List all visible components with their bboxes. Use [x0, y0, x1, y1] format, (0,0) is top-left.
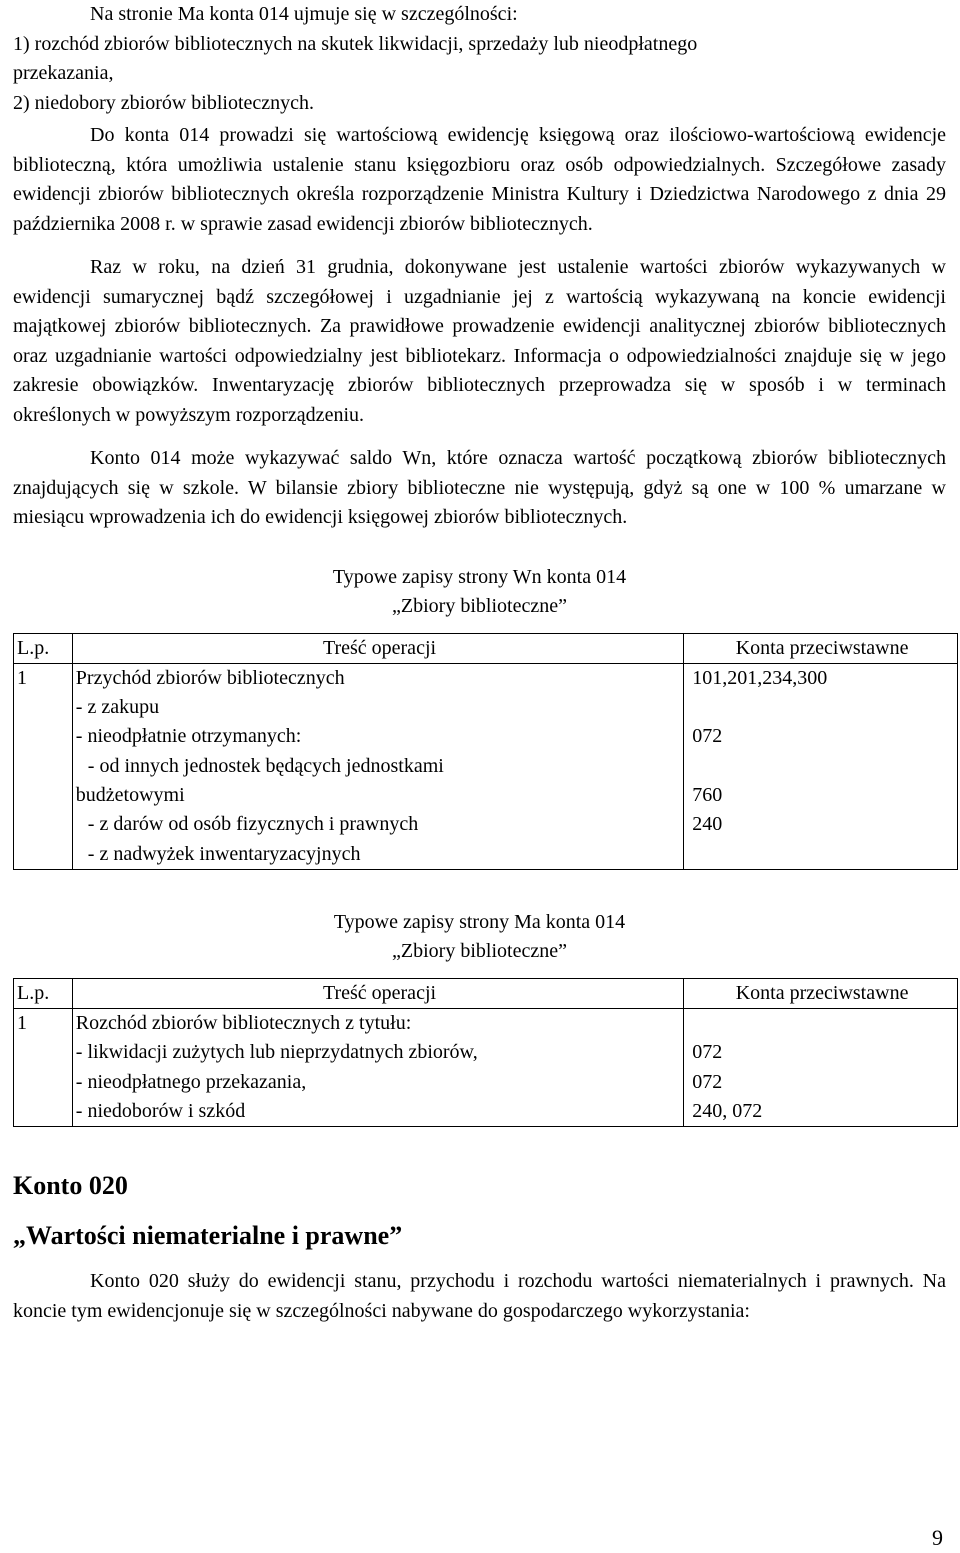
section-heading: Konto 020	[13, 1171, 128, 1201]
op-line: - od innych jednostek będących jednostkami	[87, 754, 444, 777]
op-line: - nieodpłatnie otrzymanych:	[75, 725, 302, 748]
table-ma-title	[13, 908, 946, 967]
header-operation: Treść operacji	[72, 978, 683, 1008]
row-operations	[72, 1009, 683, 1127]
row-accounts	[684, 1009, 958, 1127]
table-row	[14, 663, 958, 869]
op-line: - niedoborów i szkód	[75, 1100, 246, 1123]
row-lp: 1	[14, 663, 73, 869]
paragraph-konto-020: Konto 020 służy do ewidencji stanu, przychodu i rozchodu wartości niematerialnych i prawnych. Na koncie tym ewidencjonuje się w szczególności nabywane do gospodarczego wykorzystania:	[13, 1270, 946, 1322]
row-accounts	[684, 663, 958, 869]
table-wn-title-line1: Typowe zapisy strony Wn konta 014	[332, 565, 627, 588]
header-lp: L.p.	[14, 978, 73, 1008]
table-row	[14, 1009, 958, 1127]
account-line: 240, 072	[692, 1100, 763, 1123]
table-ma	[13, 978, 958, 1127]
account-line: 072	[692, 725, 723, 748]
header-accounts: Konta przeciwstawne	[684, 633, 958, 663]
account-line	[692, 752, 957, 781]
op-line: - nieodpłatnego przekazania,	[75, 1070, 307, 1093]
table-header-row	[14, 978, 958, 1008]
account-line: 240	[692, 813, 723, 836]
section-subheading: „Wartości niematerialne i prawne”	[13, 1221, 403, 1251]
row-operations	[72, 663, 683, 869]
intro-heading: Na stronie Ma konta 014 ujmuje się w szczególności:	[90, 3, 518, 25]
paragraph-annual-valuation: Raz w roku, na dzień 31 grudnia, dokonywane jest ustalenie wartości zbiorów wykazywanych w ewidencji sumarycznej bądź szczegółowej i uzgadnianie jej z wartością wykazywaną na koncie ewidencji majątkowej zbiorów bibliotecznych. Za prawidłowe prowadzenie ewidencji analitycznej zbiorów bibliotecznych oraz uzgadnianie wartości odpowiedzialny jest bibliotekarz. Informacja o odpowiedzialności znajduje się w jego zakresie obowiązków. Inwentaryzację zbiorów bibliotecznych przeprowadza się w sposób i w terminach określonych w powyższym rozporządzeniu.	[13, 256, 946, 426]
table-wn-title	[13, 563, 946, 622]
header-operation: Treść operacji	[72, 633, 683, 663]
paragraph-balance: Konto 014 może wykazywać saldo Wn, które oznacza wartość początkową zbiorów bibliotecznych znajdujących się w szkole. W bilansie zbiory biblioteczne nie występują, gdyż są one w 100 % umarzane w miesiącu wprowadzenia ich do ewidencji księgowej zbiorów bibliotecznych.	[13, 447, 946, 528]
op-line: Przychód zbiorów bibliotecznych	[75, 666, 345, 689]
table-wn	[13, 633, 958, 870]
page-number: 9	[932, 1525, 943, 1550]
table-header-row	[14, 633, 958, 663]
op-line: budżetowymi	[75, 783, 185, 806]
intro-item-1: 1) rozchód zbiorów bibliotecznych na skutek likwidacji, sprzedaży lub nieodpłatnego	[13, 32, 698, 55]
account-line	[692, 1009, 957, 1038]
intro-item-1-cont: przekazania,	[13, 62, 114, 84]
op-line: - likwidacji zużytych lub nieprzydatnych zbiorów,	[75, 1041, 478, 1064]
intro-item-2: 2) niedobory zbiorów bibliotecznych.	[13, 91, 315, 114]
header-lp: L.p.	[14, 633, 73, 663]
table-wn-title-line2: „Zbiory biblioteczne”	[392, 595, 567, 617]
account-line	[692, 693, 957, 722]
op-line: - z zakupu	[75, 696, 160, 719]
account-line: 101,201,234,300	[692, 666, 828, 689]
account-line: 072	[692, 1070, 723, 1093]
account-line: 760	[692, 783, 723, 806]
header-accounts: Konta przeciwstawne	[684, 978, 958, 1008]
table-ma-title-line2: „Zbiory biblioteczne”	[392, 940, 567, 963]
row-lp: 1	[14, 1009, 73, 1127]
account-line: 072	[692, 1041, 723, 1064]
op-line: - z darów od osób fizycznych i prawnych	[87, 813, 419, 836]
op-line: - z nadwyżek inwentaryzacyjnych	[87, 842, 361, 865]
op-line: Rozchód zbiorów bibliotecznych z tytułu:	[75, 1012, 412, 1035]
paragraph-account-014-records: Do konta 014 prowadzi się wartościową ewidencję księgową oraz ilościowo-wartościową ewidencje biblioteczną, która umożliwia ustalenie stanu księgozbioru oraz osób odpowiedzialnych. Szczegółowe zasady ewidencji zbiorów bibliotecznych określa rozporządzenie Ministra Kultury i Dziedzictwa Narodowego z dnia 29 października 2008 r. w sprawie zasad ewidencji zbiorów bibliotecznych.	[13, 124, 946, 235]
document-page	[13, 0, 946, 1326]
table-ma-title-line1: Typowe zapisy strony Ma konta 014	[333, 910, 626, 933]
